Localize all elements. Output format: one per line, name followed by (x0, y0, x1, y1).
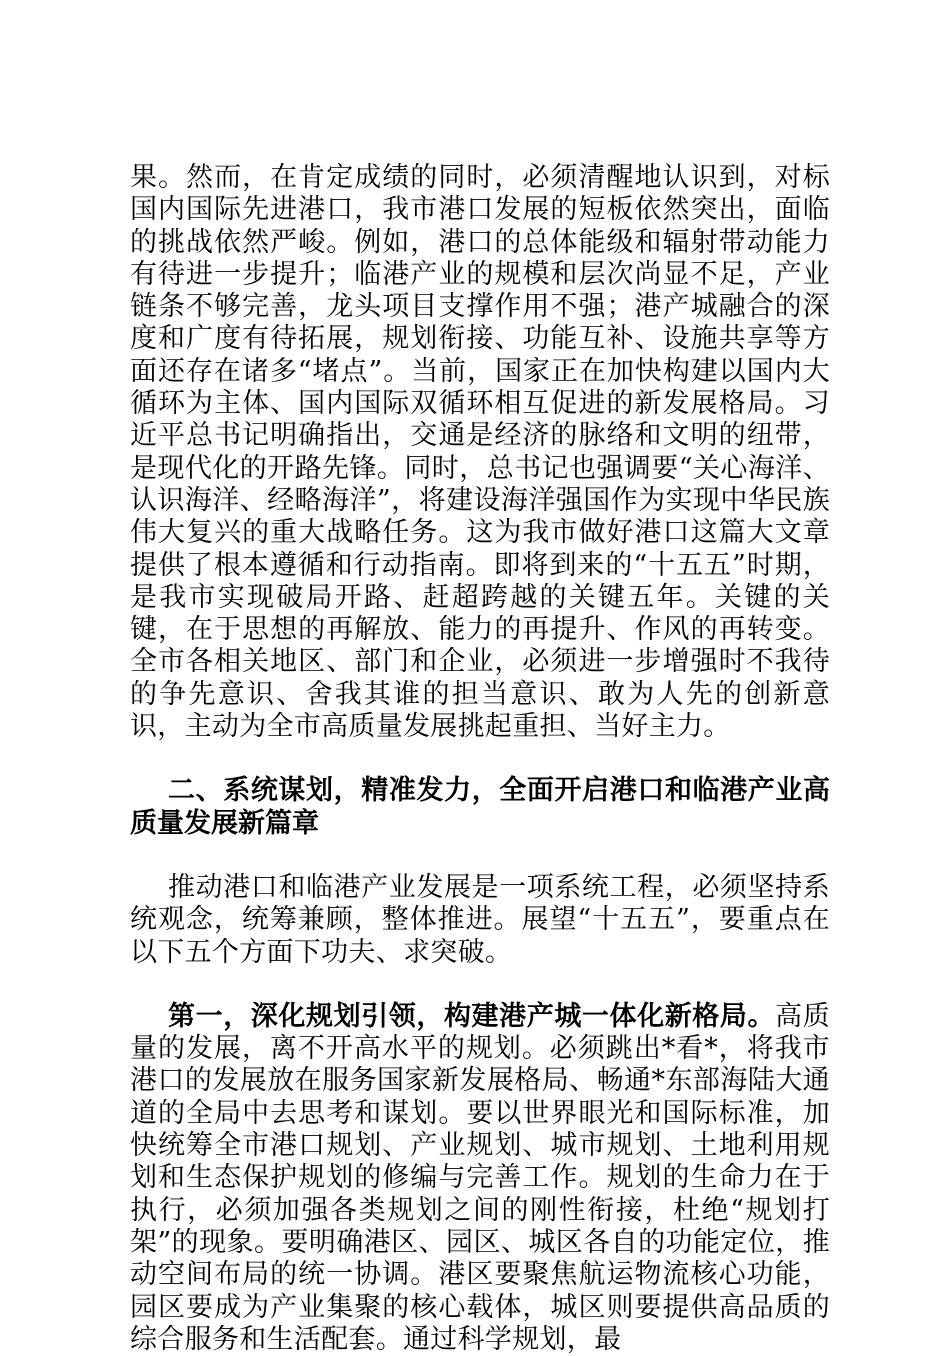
point-body-text: 高质量的发展，离不开高水平的规划。必须跳出*看*，将我市港口的发展放在服务国家新发展格局、畅通*东部海陆大通道的全局中去思考和谋划。要以世界眼光和国际标准，加快统筹全市港口规划、产业规划、城市规划、土地利用规划和生态保护规划的修编与完善工作。规划的生命力在于执行，必须加强各类规划之间的刚性衔接，杜绝“规划打架”的现象。要明确港区、园区、城区各自的功能定位，推动空间布局的统一协调。港区要聚焦航运物流核心功能，园区要成为产业集聚的核心载体，城区则要提供高品质的综合服务和生活配套。通过科学规划，最 (130, 1000, 830, 1355)
paragraph-spacer (130, 743, 830, 775)
body-paragraph-first-point (130, 1001, 830, 1356)
document-page (130, 162, 830, 1356)
paragraph-spacer (130, 969, 830, 1001)
paragraph-spacer (130, 840, 830, 872)
body-paragraph-intro: 推动港口和临港产业发展是一项系统工程，必须坚持系统观念，统筹兼顾，整体推进。展望“十五五”，要重点在以下五个方面下功夫、求突破。 (130, 871, 830, 968)
point-lead-sentence: 第一，深化规划引领，构建港产城一体化新格局。 (168, 1000, 776, 1032)
section-heading: 二、系统谋划，精准发力，全面开启港口和临港产业高质量发展新篇章 (130, 775, 830, 839)
body-paragraph-continuation: 果。然而，在肯定成绩的同时，必须清醒地认识到，对标国内国际先进港口，我市港口发展的短板依然突出，面临的挑战依然严峻。例如，港口的总体能级和辐射带动能力有待进一步提升；临港产业的规模和层次尚显不足，产业链条不够完善，龙头项目支撑作用不强；港产城融合的深度和广度有待拓展，规划衔接、功能互补、设施共享等方面还存在诸多“堵点”。当前，国家正在加快构建以国内大循环为主体、国内国际双循环相互促进的新发展格局。习近平总书记明确指出，交通是经济的脉络和文明的纽带，是现代化的开路先锋。同时，总书记也强调要“关心海洋、认识海洋、经略海洋”，将建设海洋强国作为实现中华民族伟大复兴的重大战略任务。这为我市做好港口这篇大文章提供了根本遵循和行动指南。即将到来的“十五五”时期，是我市实现破局开路、赶超跨越的关键五年。关键的关键，在于思想的再解放、能力的再提升、作风的再转变。全市各相关地区、部门和企业，必须进一步增强时不我待的争先意识、舍我其谁的担当意识、敢为人先的创新意识，主动为全市高质量发展挑起重担、当好主力。 (130, 162, 830, 743)
